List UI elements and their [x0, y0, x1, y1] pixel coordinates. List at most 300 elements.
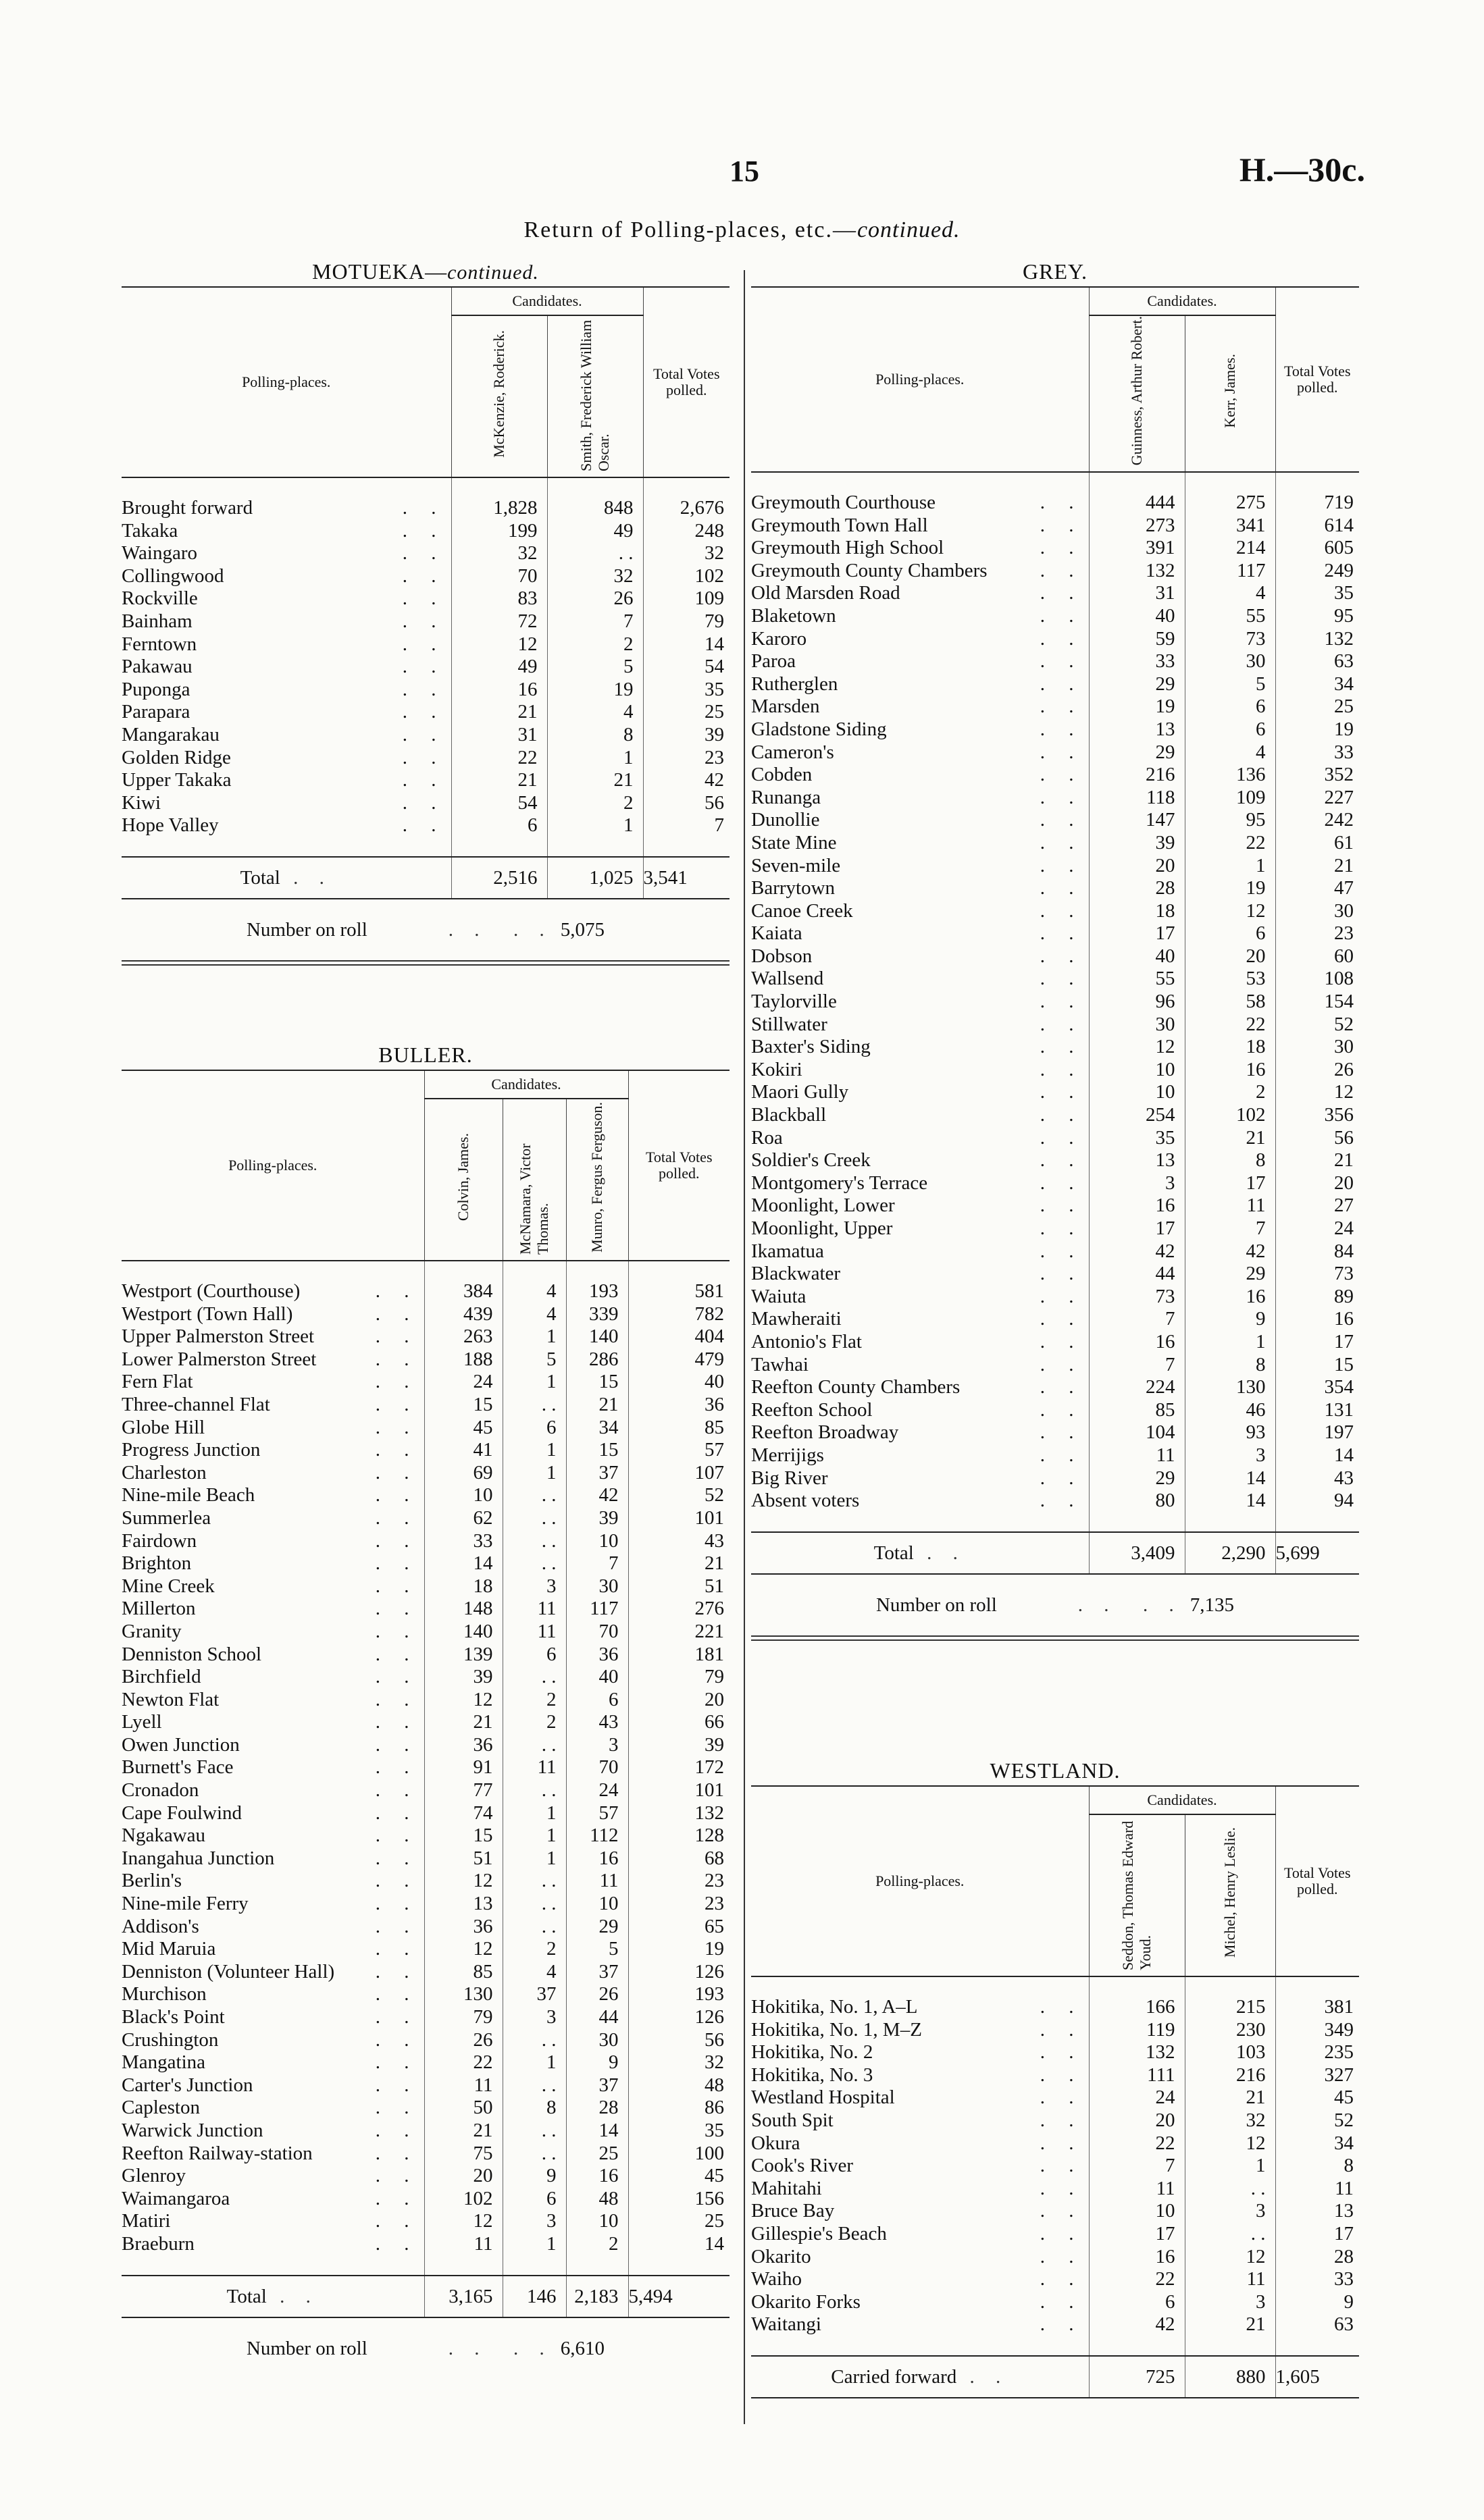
- table-row: [751, 1444, 1359, 1467]
- vote-count: 53: [1185, 968, 1275, 991]
- leader-dots: . .: [402, 565, 446, 587]
- vote-count: 48: [566, 2188, 628, 2211]
- total-votes: 45: [1275, 2086, 1359, 2109]
- polling-place-name: Cook's River: [751, 2155, 854, 2177]
- total-votes: 9: [1275, 2291, 1359, 2314]
- table-row: [122, 1779, 730, 1802]
- polling-place-name: Hokitika, No. 3: [751, 2064, 873, 2086]
- motueka-candidate-0: [451, 315, 547, 477]
- table-row: [122, 1916, 730, 1939]
- polling-place-name: Upper Palmerston Street: [122, 1325, 315, 1348]
- total-votes: 354: [1275, 1376, 1359, 1399]
- polling-place: [751, 2155, 1089, 2178]
- table-row: [122, 1847, 730, 1870]
- table-row: [122, 1484, 730, 1507]
- leader-dots: . .: [402, 587, 446, 610]
- total-vote-count: 1,025: [547, 857, 643, 899]
- total-votes: 40: [628, 1371, 730, 1394]
- polling-place: [751, 1376, 1089, 1399]
- polling-place-name: Moonlight, Lower: [751, 1195, 895, 1217]
- table-row: [751, 1996, 1359, 2019]
- grey-candidate-1: [1185, 315, 1275, 472]
- vote-count: 7: [547, 610, 643, 633]
- polling-place: [751, 855, 1089, 878]
- polling-place: [122, 1938, 424, 1961]
- total-votes: 154: [1275, 991, 1359, 1014]
- polling-place-name: Blaketown: [751, 604, 836, 627]
- motueka-table: [122, 286, 730, 899]
- table-row: [751, 1104, 1359, 1127]
- polling-place-name: Brought forward: [122, 497, 253, 519]
- leader-dots: . .: [1040, 1013, 1083, 1035]
- leader-dots: . .: [375, 2142, 419, 2164]
- leader-dots: . .: [375, 2119, 419, 2141]
- table-row: [122, 792, 730, 815]
- polling-place-name: Antonio's Flat: [751, 1330, 862, 1353]
- table-row: [751, 1240, 1359, 1263]
- vote-count: 139: [424, 1644, 503, 1666]
- table-row: [122, 1756, 730, 1779]
- column-divider: [744, 270, 745, 2424]
- total-votes: 235: [1275, 2041, 1359, 2064]
- vote-count: 11: [1185, 2268, 1275, 2291]
- leader-dots: . .: [1040, 877, 1083, 899]
- total-votes: 16: [1275, 1308, 1359, 1331]
- vote-count: 230: [1185, 2019, 1275, 2042]
- vote-count: 216: [1089, 764, 1185, 787]
- total-votes: 172: [628, 1756, 730, 1779]
- total-votes: 89: [1275, 1286, 1359, 1309]
- buller-spacer: [122, 1261, 730, 1280]
- total-votes: 32: [628, 2051, 730, 2074]
- westland-section: [751, 1756, 1359, 2398]
- vote-count: 16: [1089, 1195, 1185, 1217]
- leader-dots: . .: [375, 1598, 419, 1620]
- polling-place: [122, 1348, 424, 1371]
- polling-place: [122, 1507, 424, 1530]
- vote-count: 21: [1185, 1127, 1275, 1150]
- vote-count: 73: [1185, 628, 1275, 651]
- leader-dots: . .: [1040, 1285, 1083, 1307]
- vote-count: 30: [566, 1575, 628, 1598]
- table-row: [751, 1308, 1359, 1331]
- table-row: [122, 814, 730, 837]
- vote-count: 21: [451, 701, 547, 724]
- table-row: [122, 2188, 730, 2211]
- leader-dots: . .: [1040, 1263, 1083, 1285]
- table-row: [122, 1530, 730, 1553]
- leader-dots: . .: [1040, 2086, 1083, 2109]
- table-row: [751, 2178, 1359, 2201]
- table-row: [122, 1938, 730, 1961]
- grey-candidates-header: Candidates.: [1089, 287, 1275, 315]
- vote-count: 42: [1185, 1240, 1275, 1263]
- vote-count: 1: [547, 747, 643, 770]
- leader-dots: . .: [402, 701, 446, 723]
- table-row: [122, 565, 730, 588]
- vote-count: . .: [503, 1779, 566, 1802]
- polling-place: [751, 1308, 1089, 1331]
- total-votes: 227: [1275, 787, 1359, 810]
- vote-count: 18: [1089, 900, 1185, 923]
- leader-dots: . .: [1040, 695, 1083, 718]
- vote-count: 42: [1089, 1240, 1185, 1263]
- table-row: [751, 560, 1359, 583]
- table-row: [122, 1621, 730, 1644]
- vote-count: 19: [1185, 877, 1275, 900]
- total-votes: 581: [628, 1280, 730, 1303]
- table-row: [751, 991, 1359, 1014]
- vote-count: 4: [1185, 741, 1275, 764]
- polling-place-name: Warwick Junction: [122, 2119, 263, 2141]
- leader-dots: . .: [375, 1802, 419, 1824]
- total-votes: 100: [628, 2143, 730, 2165]
- leader-dots: . .: [375, 1439, 419, 1461]
- total-votes: 79: [628, 1666, 730, 1689]
- polling-place: [751, 695, 1089, 718]
- leader-dots: . .: [1040, 1104, 1083, 1126]
- westland-candidates-header: Candidates.: [1089, 1786, 1275, 1814]
- polling-place: [751, 2064, 1089, 2087]
- vote-count: 79: [424, 2006, 503, 2029]
- vote-count: 40: [566, 1666, 628, 1689]
- polling-place: [751, 537, 1089, 560]
- total-votes: 42: [643, 769, 730, 792]
- polling-place-name: Birchfield: [122, 1666, 201, 1688]
- vote-count: 3: [566, 1734, 628, 1757]
- vote-count: 93: [1185, 1421, 1275, 1444]
- polling-place-name: Fairdown: [122, 1529, 197, 1552]
- vote-count: 112: [566, 1825, 628, 1847]
- leader-dots: . .: [1040, 1126, 1083, 1149]
- table-row: [751, 605, 1359, 628]
- vote-count: 1: [1185, 855, 1275, 878]
- buller-candidate-name: Munro, Fergus Ferguson.: [588, 1101, 605, 1253]
- polling-place: [122, 1371, 424, 1394]
- vote-count: 339: [566, 1303, 628, 1326]
- westland-title: WESTLAND.: [990, 1758, 1121, 1783]
- total-votes: 132: [1275, 628, 1359, 651]
- polling-place: [122, 542, 451, 565]
- table-row: [122, 633, 730, 656]
- polling-place-name: Takaka: [122, 519, 178, 542]
- vote-count: 29: [1089, 673, 1185, 696]
- polling-place-name: Reefton School: [751, 1398, 873, 1421]
- polling-place-name: South Spit: [751, 2109, 834, 2131]
- vote-count: 20: [1185, 945, 1275, 968]
- vote-count: . .: [503, 1916, 566, 1939]
- vote-count: 12: [1185, 2132, 1275, 2155]
- polling-place-name: Barrytown: [751, 877, 836, 899]
- vote-count: 6: [1185, 922, 1275, 945]
- leader-dots: . .: [402, 656, 446, 678]
- vote-count: 24: [424, 1371, 503, 1394]
- vote-count: 10: [566, 2210, 628, 2233]
- vote-count: 130: [424, 1983, 503, 2006]
- vote-count: 13: [1089, 1149, 1185, 1172]
- polling-place-name: Westport (Courthouse): [122, 1280, 301, 1302]
- table-row: [751, 945, 1359, 968]
- total-votes: 479: [628, 1348, 730, 1371]
- total-votes: 25: [1275, 695, 1359, 718]
- table-row: [122, 2051, 730, 2074]
- vote-count: 5: [547, 656, 643, 679]
- vote-count: 199: [451, 520, 547, 543]
- westland-candidate-name: Seddon, Thomas Edward Youd.: [1119, 1820, 1154, 1970]
- polling-place: [751, 2086, 1089, 2109]
- vote-count: 46: [1185, 1399, 1275, 1422]
- polling-place-name: Okarito Forks: [751, 2290, 861, 2313]
- table-row: [751, 582, 1359, 605]
- vote-count: 14: [566, 2120, 628, 2143]
- polling-place-name: Greymouth Courthouse: [751, 492, 936, 513]
- polling-place-name: Lyell: [122, 1711, 162, 1733]
- leader-dots: . .: [1040, 764, 1083, 786]
- total-votes: 34: [1275, 673, 1359, 696]
- vote-count: 59: [1089, 628, 1185, 651]
- total-votes: 107: [628, 1462, 730, 1485]
- vote-count: 11: [1185, 1195, 1275, 1217]
- polling-place-name: Runanga: [751, 786, 821, 808]
- total-votes: 33: [1275, 2268, 1359, 2291]
- polling-place-name: Blackwater: [751, 1263, 841, 1285]
- grey-total-votes-header: Total Votes polled.: [1275, 287, 1359, 472]
- total-votes: 94: [1275, 1490, 1359, 1513]
- table-row: [122, 1689, 730, 1712]
- polling-place: [122, 1893, 424, 1916]
- total-votes: 23: [628, 1870, 730, 1893]
- total-votes: 39: [628, 1734, 730, 1757]
- total-votes: 86: [628, 2097, 730, 2120]
- total-votes: 60: [1275, 945, 1359, 968]
- vote-count: 5: [503, 1348, 566, 1371]
- vote-count: 32: [1185, 2109, 1275, 2132]
- leader-dots: . .: [375, 2097, 419, 2119]
- polling-place: [751, 1036, 1089, 1059]
- vote-count: 10: [1089, 1081, 1185, 1104]
- table-row: [122, 1644, 730, 1666]
- leader-dots: . .: [375, 1529, 419, 1552]
- polling-place-name: Old Marsden Road: [751, 582, 900, 604]
- vote-count: . .: [503, 1734, 566, 1757]
- table-row: [751, 1331, 1359, 1354]
- vote-count: 22: [1089, 2268, 1185, 2291]
- table-row: [751, 2223, 1359, 2246]
- leader-dots: . .: [402, 791, 446, 814]
- leader-dots: . .: [1040, 741, 1083, 763]
- total-votes: 102: [643, 565, 730, 588]
- polling-place: [122, 1711, 424, 1734]
- westland-candidate-0: [1089, 1814, 1185, 1976]
- table-row: [751, 1149, 1359, 1172]
- total-votes: 381: [1275, 1996, 1359, 2019]
- table-row: [122, 1734, 730, 1757]
- polling-place-name: Greymouth Town Hall: [751, 514, 928, 536]
- vote-count: 26: [547, 587, 643, 610]
- table-row: [122, 2006, 730, 2029]
- polling-place-name: Berlin's: [122, 1870, 182, 1892]
- vote-count: 36: [424, 1734, 503, 1757]
- leader-dots: . .: [1040, 2041, 1083, 2064]
- vote-count: 12: [424, 2210, 503, 2233]
- leader-dots: . .: [402, 678, 446, 700]
- polling-place-name: Taylorville: [751, 991, 837, 1013]
- grand-total: 3,541: [643, 857, 730, 899]
- table-row: [751, 1354, 1359, 1377]
- table-row: [751, 1036, 1359, 1059]
- table-row: [122, 769, 730, 792]
- total-votes: 85: [628, 1417, 730, 1440]
- total-votes: 21: [628, 1552, 730, 1575]
- total-votes: 35: [628, 2120, 730, 2143]
- vote-count: 1: [503, 1371, 566, 1394]
- polling-place: [122, 497, 451, 520]
- vote-count: 117: [1185, 560, 1275, 583]
- total-label-text: Total: [226, 2285, 267, 2307]
- polling-place: [122, 1870, 424, 1893]
- total-votes: 19: [1275, 718, 1359, 741]
- polling-place: [122, 724, 451, 747]
- table-row: [751, 1195, 1359, 1217]
- leader-dots: . .: [375, 1575, 419, 1597]
- table-row: [751, 673, 1359, 696]
- total-vote-count: 2,290: [1185, 1532, 1275, 1574]
- vote-count: . .: [503, 1394, 566, 1417]
- polling-place: [751, 1354, 1089, 1377]
- westland-header-row: [751, 1786, 1359, 1814]
- total-votes: 30: [1275, 1036, 1359, 1059]
- polling-place-name: Maori Gully: [751, 1081, 849, 1103]
- vote-count: 18: [1185, 1036, 1275, 1059]
- grey-spacer: [751, 472, 1359, 492]
- table-row: [751, 1490, 1359, 1513]
- motueka-candidate-name: McKenzie, Roderick.: [490, 330, 507, 458]
- vote-count: 140: [424, 1621, 503, 1644]
- total-votes: 108: [1275, 968, 1359, 991]
- grand-total: 5,494: [628, 2276, 730, 2317]
- polling-place-name: Waiho: [751, 2268, 802, 2290]
- polling-place: [122, 587, 451, 610]
- westland-polling-places-header: Polling-places.: [751, 1786, 1089, 1976]
- vote-count: 4: [503, 1961, 566, 1984]
- polling-place-name: Addison's: [122, 1915, 199, 1937]
- vote-count: 118: [1089, 787, 1185, 810]
- leader-dots: . .: [1040, 1490, 1083, 1512]
- total-vote-count: 880: [1185, 2356, 1275, 2398]
- leader-dots: . .: [1040, 1240, 1083, 1262]
- vote-count: 16: [451, 679, 547, 702]
- leader-dots: . .: [1040, 1444, 1083, 1466]
- table-row: [122, 1417, 730, 1440]
- vote-count: 77: [424, 1779, 503, 1802]
- leader-dots: . .: [1040, 2155, 1083, 2177]
- total-votes: 66: [628, 1711, 730, 1734]
- vote-count: 12: [1185, 2246, 1275, 2269]
- vote-count: 6: [1185, 718, 1275, 741]
- table-row: [751, 832, 1359, 855]
- vote-count: 6: [1185, 695, 1275, 718]
- motueka-polling-places-header: Polling-places.: [122, 287, 451, 477]
- vote-count: 1: [503, 1462, 566, 1485]
- leader-dots: . .: [913, 1542, 966, 1564]
- vote-count: 29: [1089, 1467, 1185, 1490]
- vote-count: 15: [424, 1394, 503, 1417]
- vote-count: 3: [1185, 2200, 1275, 2223]
- polling-place-name: Bruce Bay: [751, 2200, 835, 2222]
- total-votes: 221: [628, 1621, 730, 1644]
- leader-dots: . .: [375, 1688, 419, 1710]
- grey-candidate-name: Guinness, Arthur Robert.: [1128, 316, 1145, 466]
- polling-place: [122, 1325, 424, 1348]
- buller-candidate-1: [503, 1099, 566, 1261]
- polling-place-name: Carter's Junction: [122, 2074, 253, 2096]
- buller-total-row: [122, 2276, 730, 2317]
- polling-place-name: Hokitika, No. 2: [751, 2041, 873, 2064]
- buller-polling-places-header: Polling-places.: [122, 1070, 424, 1261]
- table-row: [751, 2313, 1359, 2336]
- vote-count: 3: [503, 2006, 566, 2029]
- vote-count: 21: [424, 1711, 503, 1734]
- leader-dots: . .: [1040, 1308, 1083, 1330]
- total-vote-count: 3,165: [424, 2276, 503, 2317]
- vote-count: 30: [1089, 1014, 1185, 1036]
- vote-count: 6: [451, 814, 547, 837]
- buller-spacer: [122, 2256, 730, 2276]
- leader-dots: . .: [375, 1779, 419, 1802]
- vote-count: 96: [1089, 991, 1185, 1014]
- westland-spacer: [751, 2336, 1359, 2356]
- leader-dots: . .: [402, 497, 446, 519]
- polling-place: [751, 2291, 1089, 2314]
- vote-count: 51: [424, 1847, 503, 1870]
- total-votes: 25: [643, 701, 730, 724]
- vote-count: . .: [503, 1530, 566, 1553]
- polling-place-name: Wallsend: [751, 968, 824, 990]
- motueka-candidate-name: Smith, Frederick William Oscar.: [578, 319, 612, 471]
- polling-place-name: Kaiata: [751, 922, 802, 945]
- vote-count: 17: [1089, 1217, 1185, 1240]
- table-row: [122, 1371, 730, 1394]
- polling-place-name: Lower Palmerston Street: [122, 1348, 317, 1370]
- vote-count: 54: [451, 792, 547, 815]
- vote-count: . .: [503, 2074, 566, 2097]
- polling-place-name: Blackball: [751, 1104, 827, 1126]
- polling-place-name: State Mine: [751, 831, 837, 854]
- vote-count: 9: [566, 2051, 628, 2074]
- vote-count: 37: [566, 1462, 628, 1485]
- leader-dots: . .: [1040, 899, 1083, 922]
- polling-place: [122, 1983, 424, 2006]
- polling-place: [751, 991, 1089, 1014]
- vote-count: 36: [424, 1916, 503, 1939]
- polling-place-name: Parapara: [122, 701, 190, 723]
- leader-dots: . .: [1040, 2200, 1083, 2222]
- table-row: [751, 2064, 1359, 2087]
- table-row: [751, 2268, 1359, 2291]
- polling-place: [751, 650, 1089, 673]
- leader-dots: . .: [1040, 786, 1083, 808]
- polling-place-name: Merrijigs: [751, 1444, 824, 1466]
- leader-dots: . .: [375, 2006, 419, 2028]
- leader-dots: . .: [1040, 2109, 1083, 2131]
- total-votes: 43: [1275, 1467, 1359, 1490]
- table-row: [122, 2097, 730, 2120]
- polling-place: [122, 1462, 424, 1485]
- table-row: [751, 1127, 1359, 1150]
- leader-dots: . .: [1040, 2177, 1083, 2199]
- polling-place-name: Burnett's Face: [122, 1756, 234, 1779]
- polling-place-name: Three-channel Flat: [122, 1393, 270, 1415]
